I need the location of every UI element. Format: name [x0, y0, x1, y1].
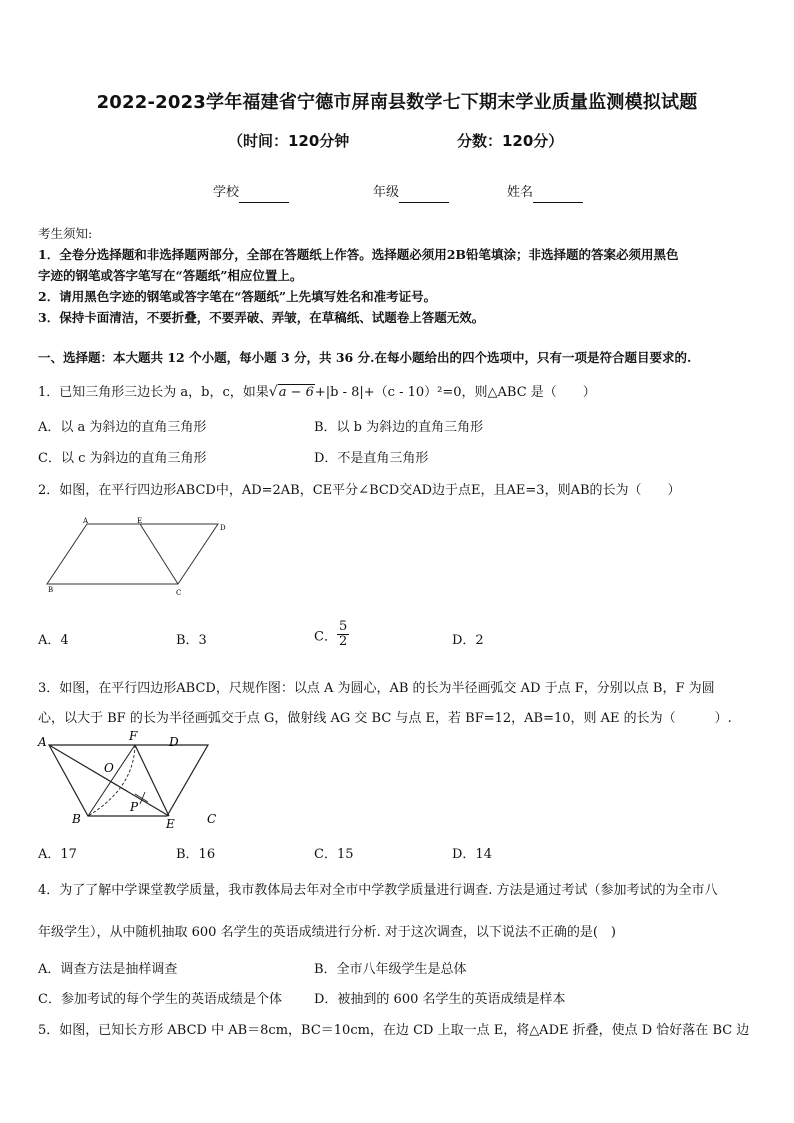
q1-option-d: D．不是直角三角形 — [314, 451, 429, 466]
question-5-line-1: 5．如图，已知长方形 ABCD 中 AB＝8cm，BC＝10cm，在边 CD 上取一点 E，将△ADE 折叠，使点 D 恰好落在 BC 边 — [38, 1023, 750, 1038]
q1-post: +|b - 8|+（c - 10）²=0，则△ABC 是（ ） — [314, 385, 596, 400]
notice-item-1: 1．全卷分选择题和非选择题两部分，全部在答题纸上作答。选择题必须用2B铅笔填涂；非选择题的答案必须用黑色 — [38, 247, 679, 262]
q4-option-d: D．被抽到的 600 名学生的英语成绩是样本 — [314, 992, 566, 1007]
q3-label-e: E — [166, 817, 175, 828]
q3-label-b: B — [72, 812, 81, 826]
exam-time: （时间：120分钟 — [228, 132, 350, 150]
q2-option-c — [314, 620, 349, 650]
grade-blank — [399, 187, 449, 203]
q1-pre: 1．已知三角形三边长为 a，b，c，如果 — [38, 385, 269, 400]
q2-bisector-ce — [140, 524, 178, 584]
q2-option-b: B．3 — [176, 633, 207, 648]
notice-heading: 考生须知: — [38, 226, 93, 241]
notice-item-2: 2．请用黑色字迹的钢笔或答字笔在“答题纸”上先填写姓名和准考证号。 — [38, 289, 437, 304]
q1-option-c: C．以 c 为斜边的直角三角形 — [38, 451, 207, 466]
q1-option-b: B．以 b 为斜边的直角三角形 — [314, 420, 484, 435]
notice-item-3: 3．保持卡面清洁，不要折叠，不要弄破、弄皱，在草稿纸、试题卷上答题无效。 — [38, 310, 485, 325]
q2-option-c-fraction — [337, 620, 349, 650]
q3-label-d: D — [169, 735, 179, 749]
q2-parallelogram-figure — [40, 512, 240, 602]
question-4-line-1: 4．为了了解中学课堂教学质量，我市教体局去年对全市中学教学质量进行调查. 方法是通过考试（参加考试的为全市八 — [38, 883, 718, 898]
q2-label-d: D — [220, 524, 226, 532]
q1-option-a: A．以 a 为斜边的直角三角形 — [38, 420, 207, 435]
q3-label-p: P — [130, 800, 139, 814]
q2-option-d: D．2 — [452, 633, 484, 648]
q2-label-e: E — [137, 517, 143, 525]
school-blank — [239, 187, 289, 203]
name-blank — [533, 187, 583, 203]
q1-sqrt: a − 6 — [278, 385, 314, 400]
q3-option-b: B．16 — [176, 847, 216, 862]
q4-option-b: B．全市八年级学生是总体 — [314, 962, 467, 977]
grade-field — [373, 181, 449, 203]
notice-item-1-cont: 字迹的钢笔或答字笔写在“答题纸”相应位置上。 — [38, 268, 303, 283]
q3-parallelogram-figure — [34, 728, 224, 828]
page-title: 2022-2023学年福建省宁德市屏南县数学七下期末学业质量监测模拟试题 — [96, 92, 698, 113]
question-1-stem: 1．已知三角形三边长为 a，b，c，如果√a − 6+|b - 8|+（c - 10）²=0，则△ABC 是（ ） — [38, 384, 596, 400]
q3-label-o: O — [104, 761, 114, 775]
q3-option-d: D．14 — [452, 847, 492, 862]
q2-frac-num: 5 — [338, 619, 348, 634]
q4-option-c: C．参加考试的每个学生的英语成绩是个体 — [38, 992, 282, 1007]
q3-label-f: F — [129, 729, 138, 743]
question-4-line-2: 年级学生），从中随机抽取 600 名学生的英语成绩进行分析. 对于这次调查，以下说法不正确的是( ) — [38, 925, 616, 940]
exam-score: 分数：120分） — [457, 132, 564, 150]
question-2-stem: 2．如图，在平行四边形ABCD中，AD=2AB，CE平分∠BCD交AD边于点E，且AE=3，则AB的长为（ ） — [38, 483, 681, 498]
q3-ray-ae — [49, 745, 169, 816]
name-label: 姓名 — [507, 185, 534, 200]
q2-option-c-label: C． — [314, 629, 337, 645]
name-field — [507, 181, 583, 203]
q3-label-a: A — [38, 735, 47, 749]
q2-parallelogram — [47, 524, 218, 584]
q2-label-a: A — [83, 517, 89, 525]
q2-label-b: B — [48, 586, 54, 594]
q3-label-c: C — [207, 812, 217, 826]
question-3-line-1: 3．如图，在平行四边形ABCD，尺规作图：以点 A 为圆心，AB 的长为半径画弧交 AD 于点 F，分别以点 B，F 为圆 — [38, 681, 715, 696]
section-heading: 一、选择题：本大题共 12 个小题，每小题 3 分，共 36 分.在每小题给出的四个选项中，只有一项是符合题目要求的. — [38, 350, 692, 365]
q2-option-a: A．4 — [38, 633, 69, 648]
grade-label: 年级 — [373, 185, 400, 200]
question-3-line-2: 心，以大于 BF 的长为半径画弧交于点 G，做射线 AG 交 BC 与点 E，若 BF=12，AB=10，则 AE 的长为（ ）. — [38, 711, 732, 726]
q3-segment-bf — [88, 745, 135, 816]
q2-label-c: C — [176, 589, 182, 597]
school-field — [213, 181, 289, 203]
q3-option-c: C．15 — [314, 847, 354, 862]
school-label: 学校 — [213, 185, 240, 200]
q2-frac-den: 2 — [338, 634, 348, 650]
q4-option-a: A．调查方法是抽样调查 — [38, 962, 178, 977]
q3-option-a: A．17 — [38, 847, 77, 862]
